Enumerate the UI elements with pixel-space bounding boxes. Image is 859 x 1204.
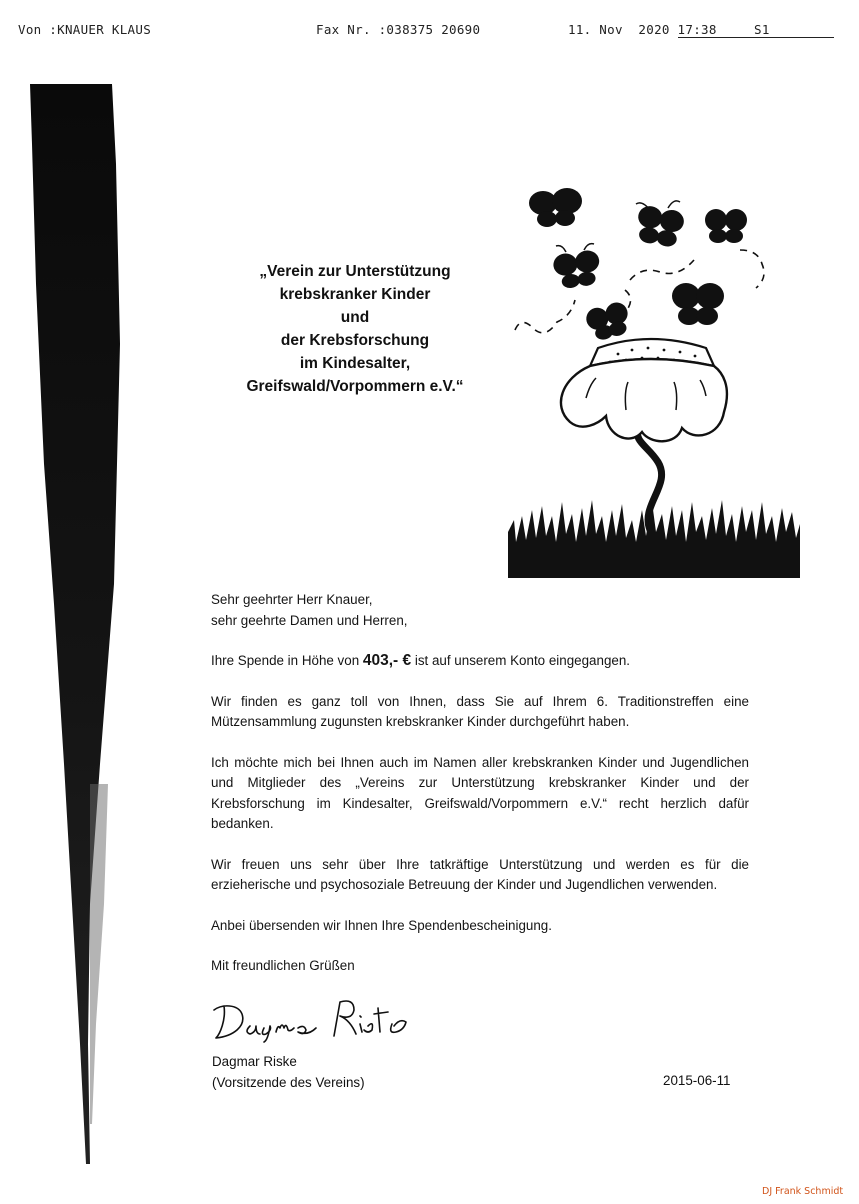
fax-page-number: S1	[754, 22, 770, 37]
title-line: Greifswald/Vorpommern e.V.“	[246, 378, 464, 395]
salutation: sehr geehrte Damen und Herren,	[211, 612, 408, 628]
association-title	[180, 260, 530, 398]
fax-number: Fax Nr. :038375 20690	[316, 22, 481, 37]
header-underline	[678, 37, 834, 38]
title-line: und	[340, 309, 370, 326]
donation-text: Ihre Spende in Höhe von	[211, 653, 363, 668]
butterfly-icon	[552, 249, 602, 290]
title-line: der Krebsforschung	[280, 332, 430, 349]
donation-amount: 403,- €	[362, 652, 412, 669]
butterfly-icon	[529, 188, 582, 227]
letter-date: 2015-06-11	[663, 1073, 731, 1088]
logo-illustration	[500, 180, 810, 580]
fax-header	[0, 22, 859, 42]
paragraph-enclosure: Anbei übersenden wir Ihnen Ihre Spendenbescheinigung.	[211, 917, 552, 933]
donation-line	[211, 651, 749, 672]
paragraph-usage: Wir freuen uns sehr über Ihre tatkräftige Unterstützung und werden es für die erzieherische und psychosoziale Betreuung der Kinder und Jugendlichen verwenden.	[211, 856, 749, 892]
flower-icon	[561, 339, 727, 530]
paragraph-thanks-association: Ich möchte mich bei Ihnen auch im Namen aller krebskranken Kinder und Jugendlichen und Mitglieder des „Vereins zur Unterstützung krebskranker Kinder und der Krebsforschung im Kindesalter, Greifswald/Vorpommern e.V.“ recht herzlich dafür bedanken.	[211, 754, 749, 831]
closing: Mit freundlichen Grüßen	[211, 958, 355, 973]
title-line: im Kindesalter,	[299, 355, 411, 372]
scan-margin-bar	[30, 84, 125, 1164]
butterfly-icon	[634, 204, 686, 248]
letter-body	[211, 590, 749, 977]
signature	[206, 996, 426, 1046]
butterfly-icon	[705, 209, 747, 243]
butterfly-icon	[584, 300, 633, 343]
butterfly-icon	[672, 283, 724, 325]
image-credit: DJ Frank Schmidt	[762, 1186, 844, 1197]
donation-text: ist auf unserem Konto eingegangen.	[411, 653, 631, 668]
signer-block	[212, 1052, 365, 1093]
signer-role: (Vorsitzende des Vereins)	[212, 1074, 365, 1090]
salutation: Sehr geehrter Herr Knauer,	[211, 592, 373, 607]
grass-icon	[508, 500, 800, 578]
paragraph-thanks-collection: Wir finden es ganz toll von Ihnen, dass Sie auf Ihrem 6. Traditionstreffen eine Mützensammlung zugunsten krebskranker Kinder durchgeführt haben.	[211, 693, 749, 729]
title-line: „Verein zur Unterstützung	[259, 263, 451, 280]
signer-name: Dagmar Riske	[212, 1054, 297, 1069]
title-line: krebskranker Kinder	[279, 286, 431, 303]
fax-datetime: 11. Nov 2020 17:38	[568, 22, 717, 37]
fax-sender: Von :KNAUER KLAUS	[18, 22, 152, 37]
